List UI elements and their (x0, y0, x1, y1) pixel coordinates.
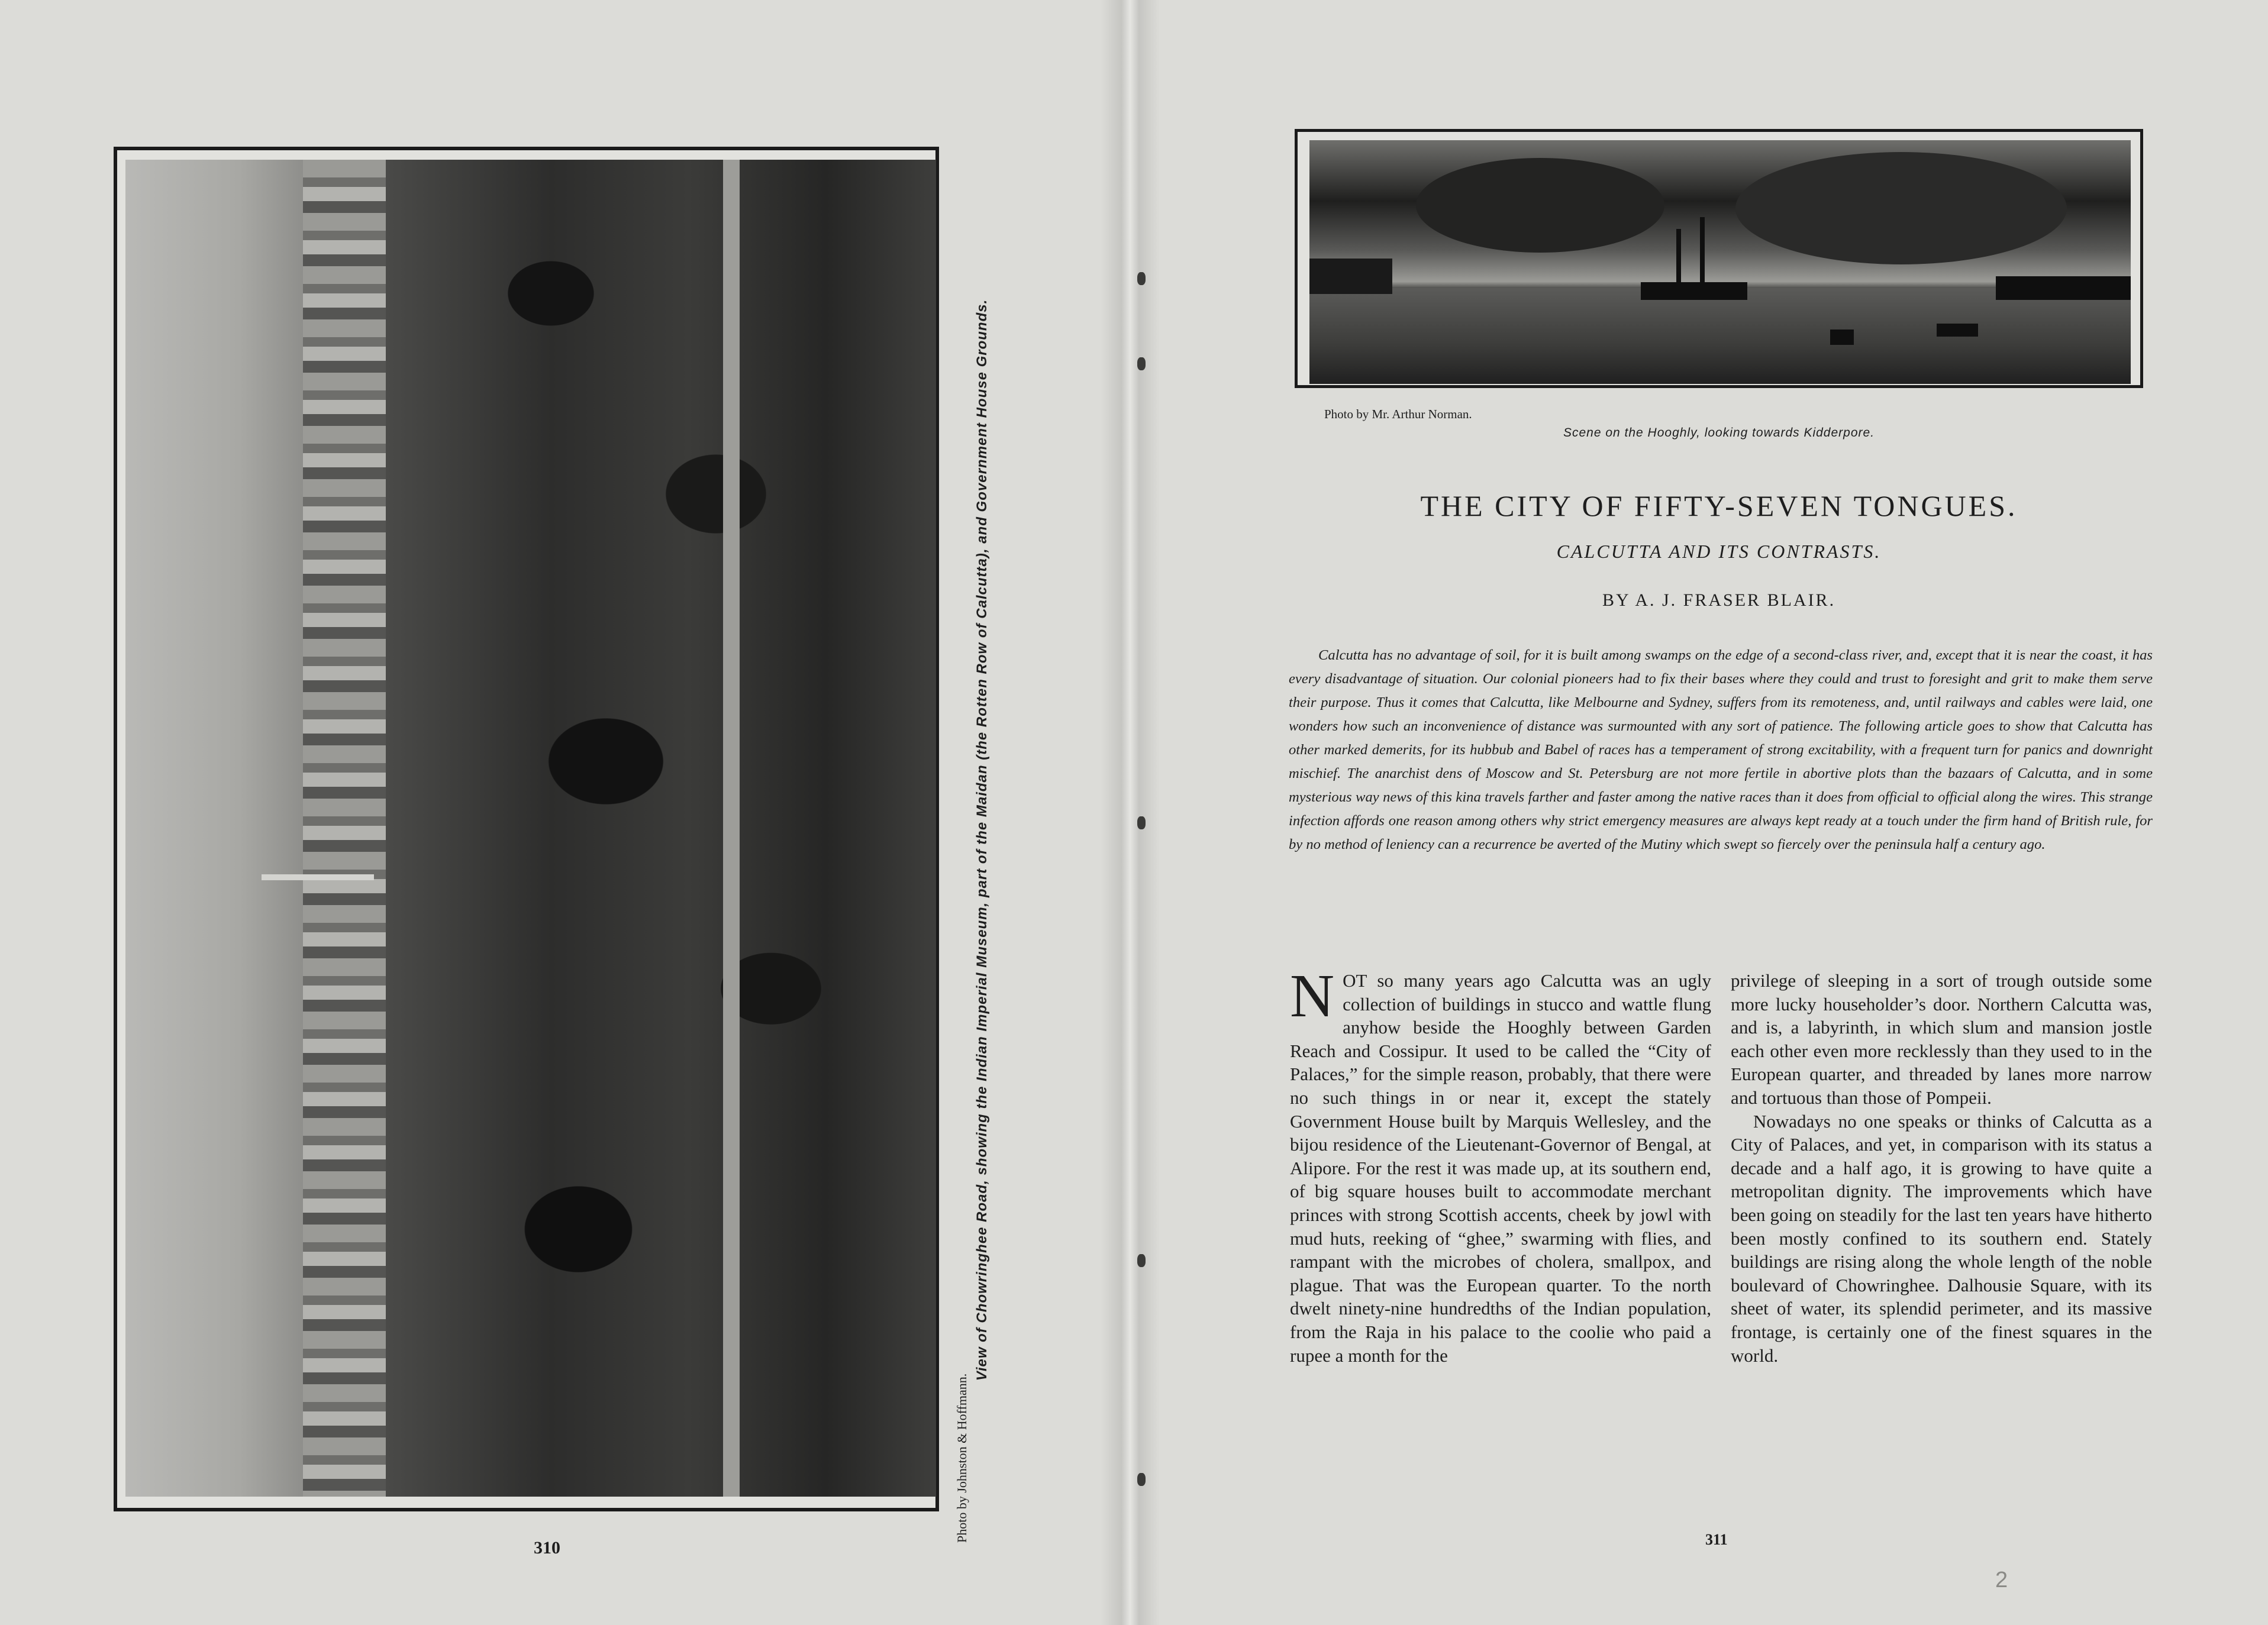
article-subtitle: CALCUTTA AND ITS CONTRASTS. (1556, 541, 1882, 562)
binding-stitch (1137, 1254, 1146, 1267)
page-number-right: 311 (1705, 1531, 1728, 1548)
photo-riverbank (1309, 259, 1392, 294)
page-number-left: 310 (534, 1538, 560, 1558)
body-column-right (1731, 969, 2152, 1367)
photo-cloud (1416, 158, 1664, 253)
body-paragraph: OT so many years ago Calcutta was an ugly collection of buildings in stucco and wattle flung anyhow beside the Hooghly between Garden Reach and Cossipur. It used to be called the “City of Palaces,” for the simple reason, probably, that there were no such things in or near it, except the stately Government House built by Marquis Wellesley, and the bijou residence of the Lieutenant-Governor of Bengal, at Alipore. For the rest it was made up, at its southern end, of big square houses built to accommodate merchant princes with strong Scottish accents, cheek by jowl with mud huts, reeking of “ghee,” swarming with flies, and rampant with the microbes of cholera, smallpox, and plague. That was the European quarter. To the north dwelt ninety-nine hundredths of the Indian population, from the Raja in his palace to the coolie who paid a rupee a month for the (1290, 970, 1711, 1366)
photo-boat (1937, 324, 1978, 337)
photo-credit: Photo by Mr. Arthur Norman. (1324, 407, 1472, 421)
photo-dock (1996, 276, 2131, 300)
plate-caption: View of Chowringhee Road, showing the Indian Imperial Museum, part of the Maidan (the Rotten Row of Calcutta), and Government House Grounds. (974, 299, 990, 1381)
photo-river-water (1309, 288, 2131, 384)
photo-caption: Scene on the Hooghly, looking towards Kidderpore. (1563, 426, 1875, 440)
plate-credit: Photo by Johnston & Hoffmann. (954, 1373, 969, 1543)
photo-ship-hull (1641, 282, 1747, 300)
article-abstract: Calcutta has no advantage of soil, for it is built among swamps on the edge of a second-class river, and, except that it is near the coast, it has every disadvantage of situation. Our colonial pioneers had to fix their bases where they could and trust to foresight and grit to make them serve their purpose. Thus it comes that Calcutta, like Melbourne and Sydney, suffers from its remoteness, and, until railways and cables were laid, one wonders how such an inconvenience of distance was surmounted with any sort of patience. The following article goes to show that Calcutta has other marked demerits, for its hubbub and Babel of races has a temperament of strong excitability, with a frequent turn for panics and downright mischief. The anarchist dens of Moscow and St. Petersburg are not more fertile in abortive plots than the bazaars of Calcutta, and in some mysterious way news of this kina travels farther and faster among the native races than it does from official to official along the wires. This strange infection affords one reason among others why strict emergency measures are always kept ready at a touch under the firm hand of British rule, for by no method of leniency can a recurrence be averted of the Mutiny which swept so fiercely over the peninsula half a century ago. (1289, 647, 2153, 852)
article-title: THE CITY OF FIFTY-SEVEN TONGUES. (1420, 489, 2018, 522)
binding-stitch (1137, 357, 1146, 370)
pencil-mark: 2 (1995, 1568, 2008, 1592)
photo-sky (125, 160, 315, 1497)
binding-stitch (1137, 1473, 1146, 1486)
chowringhee-photograph (125, 160, 936, 1497)
photo-road (723, 160, 740, 1497)
photo-maidan-trees (386, 160, 936, 1497)
photo-boat (1830, 329, 1854, 345)
body-paragraph: privilege of sleeping in a sort of trough outside some more lucky householder’s door. Northern Calcutta was, and is, a labyrinth, in which slum and mansion jostle each other even more recklessly than they used to in the European quarter, and threaded by lanes more narrow and tortuous than those of Pompeii. (1731, 970, 2152, 1108)
photo-monument (262, 874, 374, 880)
body-paragraph: Nowadays no one speaks or thinks of Calcutta as a City of Palaces, and yet, in comparison with its status a decade and a half ago, it is growing to have quite a metropolitan dignity. The improvements which have been going on steadily for the last ten years have hitherto been mostly confined to its southern end. Stately buildings are rising along the whole length of the noble boulevard of Chowringhee. Dalhousie Square, with its sheet of water, its splendid perimeter, and its massive frontage, is certainly one of the finest squares in the world. (1731, 1110, 2152, 1366)
article-byline: BY A. J. FRASER BLAIR. (1602, 590, 1836, 610)
binding-stitch (1137, 272, 1146, 285)
body-column-left (1290, 962, 1711, 1367)
hooghly-photograph (1309, 140, 2131, 384)
book-gutter (1101, 0, 1160, 1625)
photo-cloud (1735, 152, 2067, 264)
drop-cap: N (1290, 962, 1335, 1030)
binding-stitch (1137, 816, 1146, 829)
